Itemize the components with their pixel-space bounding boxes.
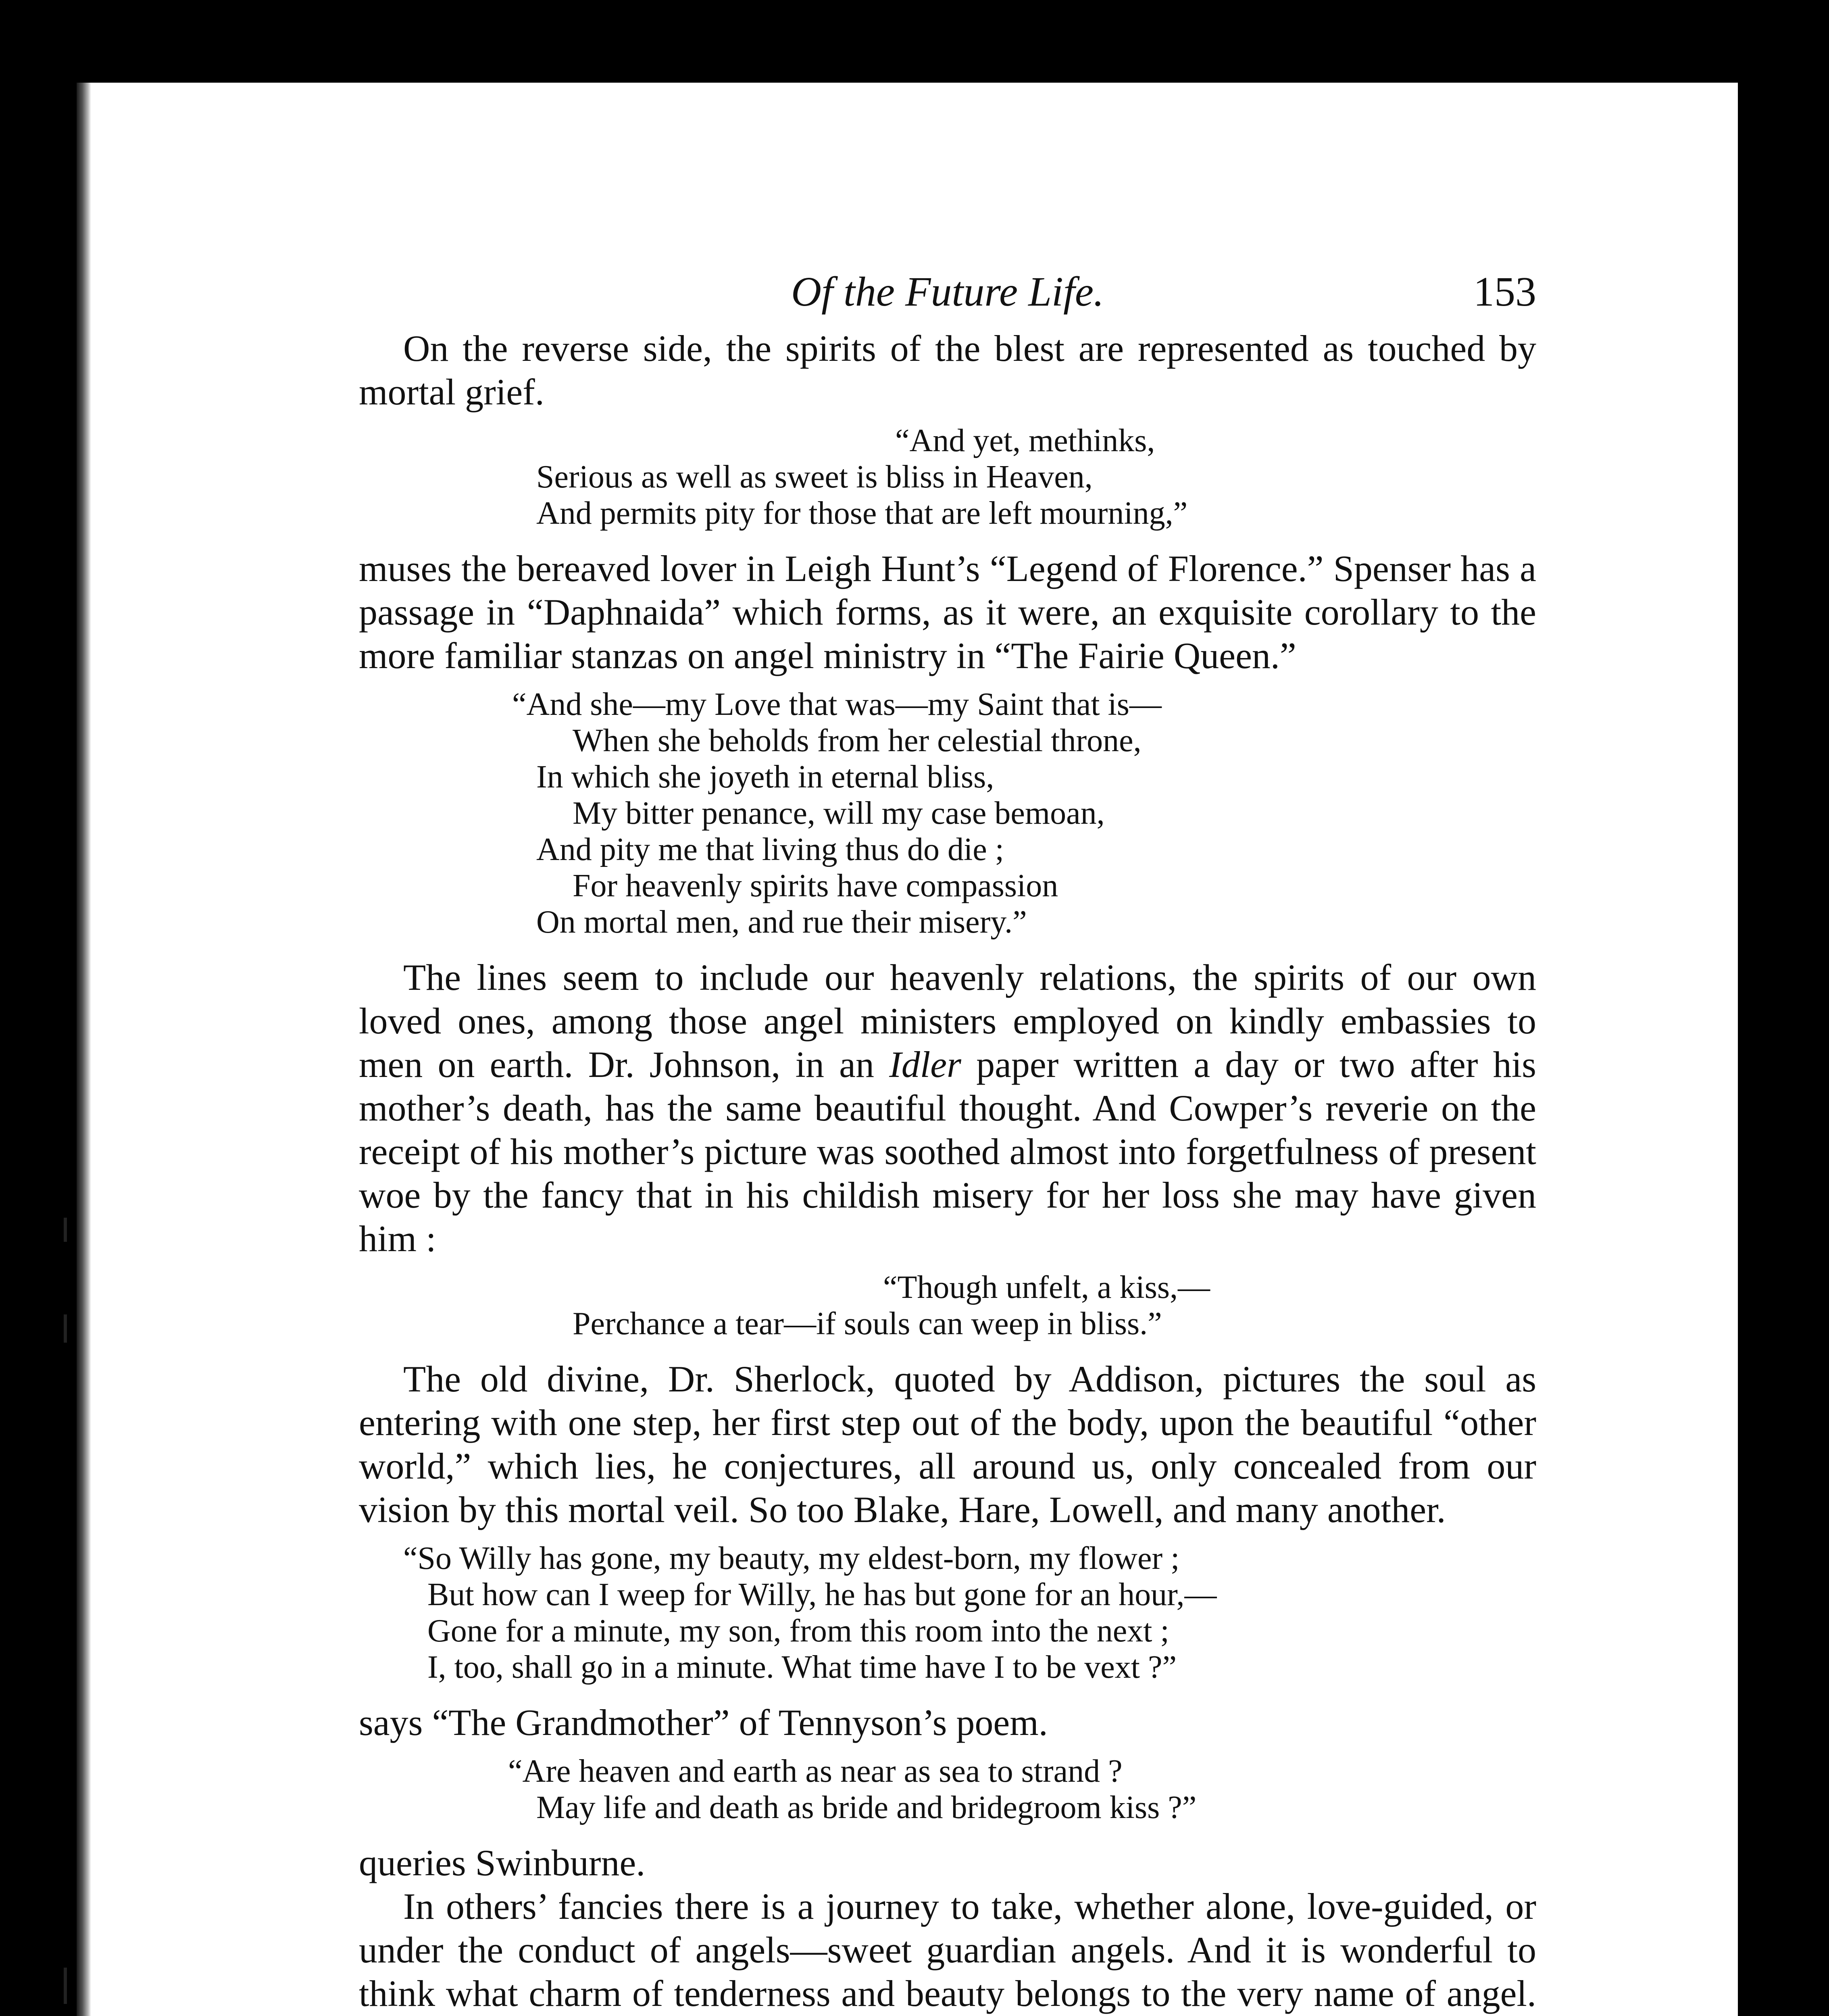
verse-line: “And she—my Love that was—my Saint that is— [512, 687, 1162, 722]
page-number: 153 [1473, 269, 1536, 315]
verse-line: And pity me that living thus do die ; [536, 832, 1004, 867]
verse-line: But how can I weep for Willy, he has but gone for an hour,— [427, 1577, 1217, 1612]
margin-mark [64, 1968, 67, 2004]
verse-line: Serious as well as sweet is bliss in Heaven, [536, 459, 1093, 495]
verse-line: Gone for a minute, my son, from this room into the next ; [427, 1613, 1169, 1649]
verse-line: “Are heaven and earth as near as sea to strand ? [508, 1754, 1123, 1789]
verse-2 [359, 686, 1536, 940]
running-head: Of the Future Life. [791, 269, 1104, 315]
paragraph-2: muses the bereaved lover in Leigh Hunt’s “Legend of Florence.” Spenser has a passage in “Daphnaida” which forms, as it were, an exquisite corollary to the more familiar stanzas on angel ministry in “The Fairie Queen.” [359, 548, 1536, 676]
paragraph-3-text: paper written a day or two after his mother’s death, has the same beautiful thought. And Cowper’s reverie on the receipt of his mother’s picture was soothed almost into forgetfulness of present woe by the fancy that in his childish misery for her loss she may have given him : [359, 1044, 1536, 1259]
verse-line: In which she joyeth in eternal bliss, [536, 759, 994, 795]
paragraph-1: On the reverse side, the spirits of the blest are represented as touched by mortal grief. [359, 328, 1536, 412]
verse-5 [359, 1753, 1536, 1826]
page-text [359, 258, 1536, 2016]
paragraph-7: In others’ fancies there is a journey to take, whether alone, love-guided, or under the conduct of angels—sweet guardian angels. And it is wonderful to think what charm of tenderness and beauty belongs to the very name of angel. [359, 1886, 1536, 2014]
margin-mark [64, 1314, 67, 1343]
verse-1 [359, 423, 1536, 531]
paragraph-6: queries Swinburne. [359, 1842, 646, 1883]
verse-line: “So Willy has gone, my beauty, my eldest-born, my flower ; [403, 1541, 1180, 1576]
paragraph-3 [359, 956, 1536, 1260]
verse-line: On mortal men, and rue their misery.” [536, 904, 1027, 940]
page-header [359, 258, 1536, 327]
verse-line: May life and death as bride and bridegroom kiss ?” [536, 1790, 1197, 1825]
verse-line: When she beholds from her celestial throne, [573, 723, 1142, 758]
page-gutter-shadow [77, 83, 91, 2016]
paragraph-3-text: The lines seem to include our heavenly relations, the spirits of our own loved ones, among those angel ministers employed on kindly embassies to men on earth. Dr. Johnson, in an [359, 957, 1536, 1085]
verse-line: “Though unfelt, a kiss,— [883, 1270, 1210, 1305]
verse-4 [359, 1540, 1536, 1685]
verse-line: And permits pity for those that are left mourning,” [536, 496, 1188, 531]
verse-line: “And yet, methinks, [895, 423, 1155, 458]
paragraph-4: The old divine, Dr. Sherlock, quoted by Addison, pictures the soul as entering with one step, her first step out of the body, upon the beautiful “other world,” which lies, he conjectures, all around us, only concealed from our vision by this mortal veil. So too Blake, Hare, Lowell, and many another. [359, 1358, 1536, 1530]
margin-mark [64, 1218, 67, 1242]
verse-line: Perchance a tear—if souls can weep in bliss.” [573, 1306, 1162, 1341]
verse-line: My bitter penance, will my case bemoan, [573, 796, 1105, 831]
italic-title: Idler [889, 1044, 961, 1085]
verse-line: For heavenly spirits have compassion [573, 868, 1058, 904]
paragraph-5: says “The Grandmother” of Tennyson’s poem. [359, 1702, 1048, 1743]
verse-3 [359, 1269, 1536, 1342]
verse-line: I, too, shall go in a minute. What time have I to be vext ?” [427, 1649, 1177, 1685]
